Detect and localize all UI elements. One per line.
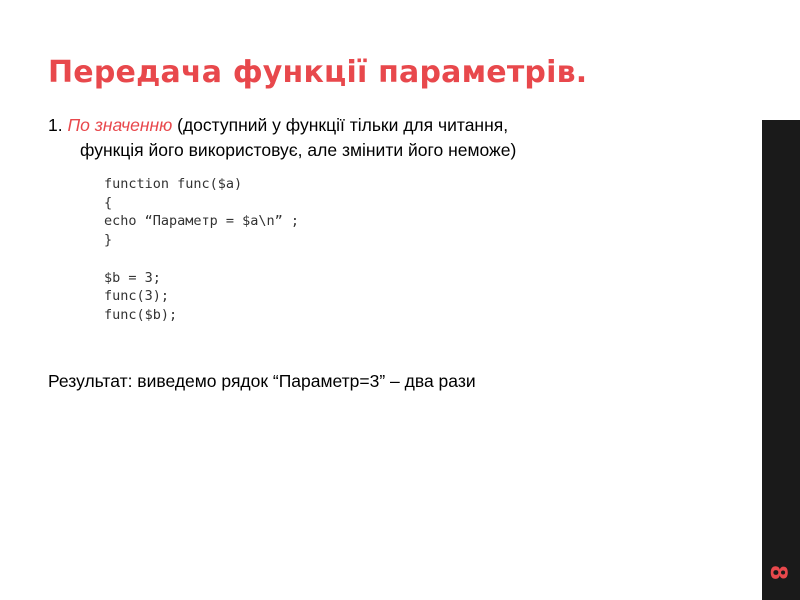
code-line: func(3);	[104, 288, 170, 305]
page-number	[764, 556, 792, 588]
paragraph-number: 1.	[48, 115, 68, 135]
code-line: echo “Параметр = $a\n” ;	[104, 213, 300, 230]
paragraph-text: (доступний у функції тільки для читання,	[172, 115, 509, 135]
code-line	[104, 250, 299, 269]
code-line: $b = 3;	[104, 269, 161, 286]
code-line: function func($a)	[104, 176, 243, 192]
paragraph-line-2: функція його використовує, але змінити його неможе)	[80, 140, 517, 160]
page-number-label: 8	[765, 564, 791, 580]
paragraph-by-value	[48, 113, 728, 163]
result-text: Результат: виведемо рядок “Параметр=3” – два рази	[48, 371, 476, 391]
code-line: {	[104, 194, 113, 211]
sidebar-accent	[762, 0, 800, 120]
right-sidebar-bar	[762, 0, 800, 600]
code-block	[104, 175, 299, 325]
paragraph-highlight: По значенню	[67, 115, 173, 135]
slide-title: Передача функції параметрів.	[48, 55, 588, 90]
code-line: }	[104, 232, 113, 249]
code-line: func($b);	[104, 306, 178, 323]
